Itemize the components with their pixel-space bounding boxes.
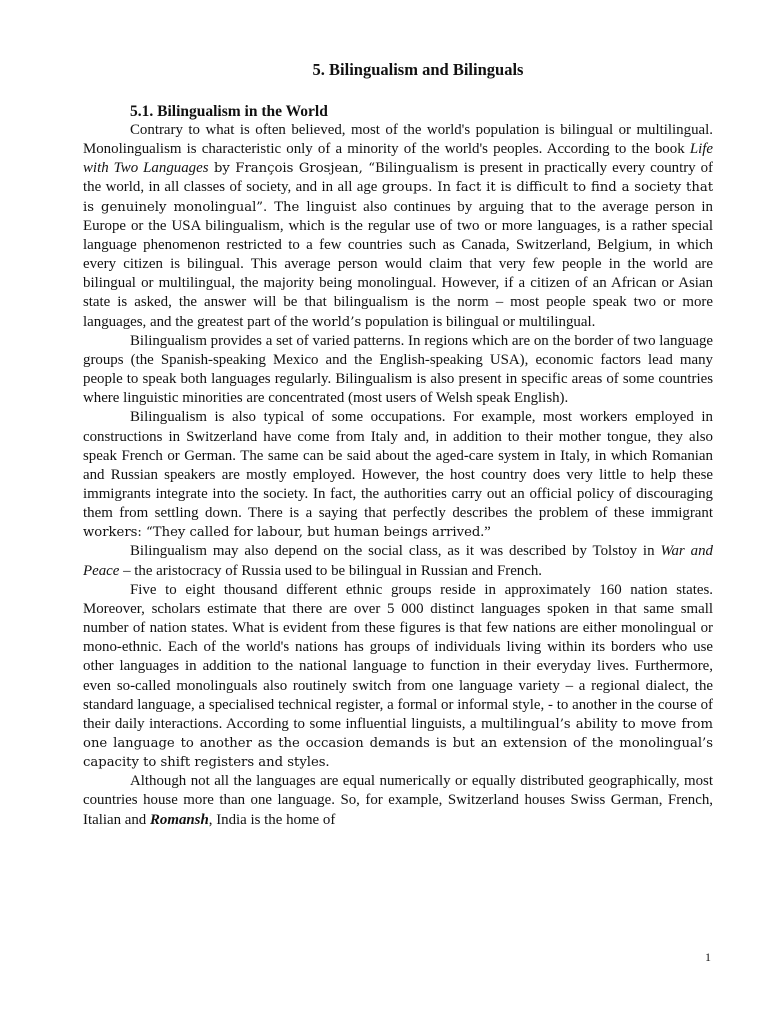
p1-text-f: world’s: [312, 314, 362, 330]
paragraph-5: [83, 581, 713, 773]
chapter-title: 5. Bilingualism and Bilinguals: [312, 60, 524, 79]
p1-text-a: Contrary to what is often believed, most of the world's population is bilingual or multilingual. Monolingualism is characteristic only of a minority of the world's peoples. According to the book: [83, 122, 713, 158]
paragraph-1: [83, 121, 713, 332]
document-page: [83, 58, 713, 830]
paragraph-6: [83, 772, 713, 829]
p1-text-d: groups. In fact it is difficult to find a society that is genuinely monolingual”. The linguist: [83, 180, 713, 215]
page-number: 1: [705, 950, 711, 964]
p5-text-c: .: [325, 754, 330, 771]
p6-text-a: Although not all the languages are equal numerically or equally distributed geographically, most countries house more than one language. So, for example, Switzerland houses Swiss German, French, Italian and: [83, 773, 713, 828]
p4-text-b: – the aristocracy of Russia used to be bilingual in Russian and French.: [119, 562, 543, 579]
paragraph-4: [83, 542, 713, 580]
p6-text-c: , India is the home of: [208, 811, 336, 828]
p6-romansh: Romansh: [149, 811, 209, 828]
p1-text-e: also continues by arguing that to the average person in Europe or the USA bilingualism, which is the regular use of two or more languages, is a rather special language phenomenon restricted to a few countries such as Canada, Switzerland, Belgium, in which every citizen is bilingual. This average person would claim that very few people in the world are bilingual or multilingual, the majority being monolingual. However, if a citizen of an African or Asian state is asked, the answer will be that bilingualism is the norm – most people speak two or more languages, and the greatest part of the: [83, 198, 713, 330]
p4-book-title: War and Peace: [83, 543, 713, 579]
p3-text-a: Bilingualism is also typical of some occupations. For example, most workers employed in constructions in Switzerland have come from Italy and, in addition to their mother tongue, they also speak French or German. The same can be said about the aged-care system in Italy, in which Romanian and Russian speakers are mostly employed. However, the host country does very little to help these immigrants integrate into the society. In fact, the authorities carry out an official policy of discouraging them from settling down. There is a saying that perfectly describes the problem of these immigrant: [83, 409, 713, 522]
p1-book-title: Life with Two Languages: [83, 141, 713, 177]
section-heading: 5.1. Bilingualism in the World: [130, 103, 328, 120]
p1-text-b: by François Grosjean, “Bilingualism is: [208, 161, 475, 177]
paragraph-3: [83, 408, 713, 542]
p5-text-b: tilingual’s ability to move from one language to another as the occasion demands is but an extension of the monolingual’s capacity to shift registers and styles: [83, 716, 713, 771]
p3-quote: workers: “They called for labour, but human beings arrived: [83, 525, 481, 541]
p1-text-g: population is bilingual or multilingual.: [361, 313, 596, 330]
p4-text-a: Bilingualism may also depend on the social class, as it was described by Tolstoy in: [130, 543, 661, 560]
p3-text-c: .”: [480, 524, 491, 541]
p1-text-c: present in practically every country of the world, in all classes of society, and in all age: [83, 160, 713, 196]
paragraph-2: Bilingualism provides a set of varied patterns. In regions which are on the border of two language groups (the Spanish-speaking Mexico and the English-speaking USA), economic factors lead many people to speak both languages regularly. Bilingualism is also present in specific areas of some countries where linguistic minorities are concentrated (most users of Welsh speak English).: [83, 332, 713, 407]
p5-text-a: Five to eight thousand different ethnic groups reside in approximately 160 nation states. Moreover, scholars estimate that there are over 5 000 distinct languages spoken in that same small number of nation states. What is evident from these figures is that few nations are either monolingual or mono-ethnic. Each of the world's nations has groups of individuals living within its borders who use other languages in addition to the national language to function in their everyday lives. Furthermore, even so-called monolinguals also routinely switch from one language variety – a regional dialect, the standard language, a specialised technical register, a formal or informal style, - to another in the course of their daily interactions. According to some influential linguists, a mul: [83, 581, 713, 732]
